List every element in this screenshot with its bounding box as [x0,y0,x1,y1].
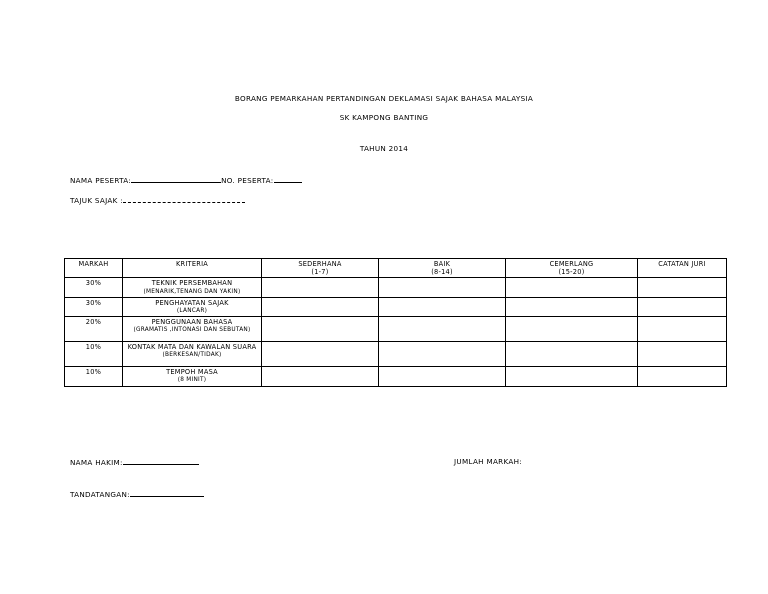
table-row [65,367,727,386]
tajuk-sajak-line[interactable] [123,197,245,203]
sederhana-label: SEDERHANA [298,260,342,268]
sederhana-range: (1-7) [311,268,329,277]
row-kriteria [123,278,262,297]
kriteria-detail: (BERKESAN/TIDAK) [162,352,222,359]
tandatangan-field [70,489,204,499]
header-sederhana [262,259,379,278]
baik-label: BAIK [433,260,451,268]
nama-hakim-field [70,457,199,467]
score-cell[interactable] [379,367,506,386]
row-markah: 10% [65,342,123,367]
score-cell[interactable] [506,342,638,367]
kriteria-detail: (8 MINIT) [177,377,207,384]
notes-cell[interactable] [638,367,727,386]
kriteria-label: PENGHAYATAN SAJAK [155,298,229,307]
row-kriteria [123,317,262,342]
year-label: TAHUN 2014 [359,144,409,153]
tajuk-sajak-label: TAJUK SAJAK : [70,196,123,205]
tajuk-sajak-field [70,196,245,205]
header-markah: MARKAH [65,259,123,278]
kriteria-label: KONTAK MATA DAN KAWALAN SUARA [127,343,257,352]
score-cell[interactable] [262,278,379,297]
no-peserta-label: NO. PESERTA: [221,176,274,185]
score-cell[interactable] [379,342,506,367]
school-name: SK KAMPONG BANTING [339,113,429,122]
notes-cell[interactable] [638,297,727,316]
nama-hakim-line[interactable] [123,457,199,465]
table-row [65,297,727,316]
participant-fields [70,175,302,185]
scoring-table [64,258,727,387]
row-kriteria [123,297,262,316]
score-cell[interactable] [506,297,638,316]
score-cell[interactable] [379,317,506,342]
score-cell[interactable] [262,297,379,316]
score-cell[interactable] [262,342,379,367]
cemerlang-range: (15-20) [558,268,585,277]
kriteria-detail: (GRAMATIS ,INTONASI DAN SEBUTAN) [133,327,251,334]
header-catatan: CATATAN JURI [638,259,727,278]
kriteria-label: TEKNIK PERSEMBAHAN [151,279,233,288]
nama-peserta-line[interactable] [131,175,221,183]
table-header-row [65,259,727,278]
score-cell[interactable] [506,278,638,297]
header-cemerlang [506,259,638,278]
notes-cell[interactable] [638,278,727,297]
row-markah: 20% [65,317,123,342]
kriteria-detail: (MENARIK,TENANG DAN YAKIN) [143,288,241,295]
tandatangan-label: TANDATANGAN: [70,490,130,499]
score-cell[interactable] [262,317,379,342]
form-title: BORANG PEMARKAHAN PERTANDINGAN DEKLAMASI SAJAK BAHASA MALAYSIA [234,94,534,103]
score-cell[interactable] [506,367,638,386]
notes-cell[interactable] [638,317,727,342]
cemerlang-label: CEMERLANG [549,260,594,268]
nama-peserta-label: NAMA PESERTA: [70,176,132,185]
kriteria-detail: (LANCAR) [176,308,208,315]
header-kriteria: KRITERIA [123,259,262,278]
jumlah-markah-label: JUMLAH MARKAH: [454,457,522,466]
row-markah: 10% [65,367,123,386]
tandatangan-line[interactable] [130,489,204,497]
nama-hakim-label: NAMA HAKIM: [70,458,123,467]
row-kriteria [123,342,262,367]
score-cell[interactable] [379,297,506,316]
notes-cell[interactable] [638,342,727,367]
baik-range: (8-14) [431,268,453,277]
row-markah: 30% [65,278,123,297]
table-row [65,278,727,297]
kriteria-label: TEMPOH MASA [166,368,218,377]
table-row [65,317,727,342]
score-cell[interactable] [506,317,638,342]
header-baik [379,259,506,278]
score-cell[interactable] [262,367,379,386]
row-kriteria [123,367,262,386]
table-row [65,342,727,367]
no-peserta-line[interactable] [274,175,302,183]
row-markah: 30% [65,297,123,316]
kriteria-label: PENGGUNAAN BAHASA [151,318,233,327]
score-cell[interactable] [379,278,506,297]
